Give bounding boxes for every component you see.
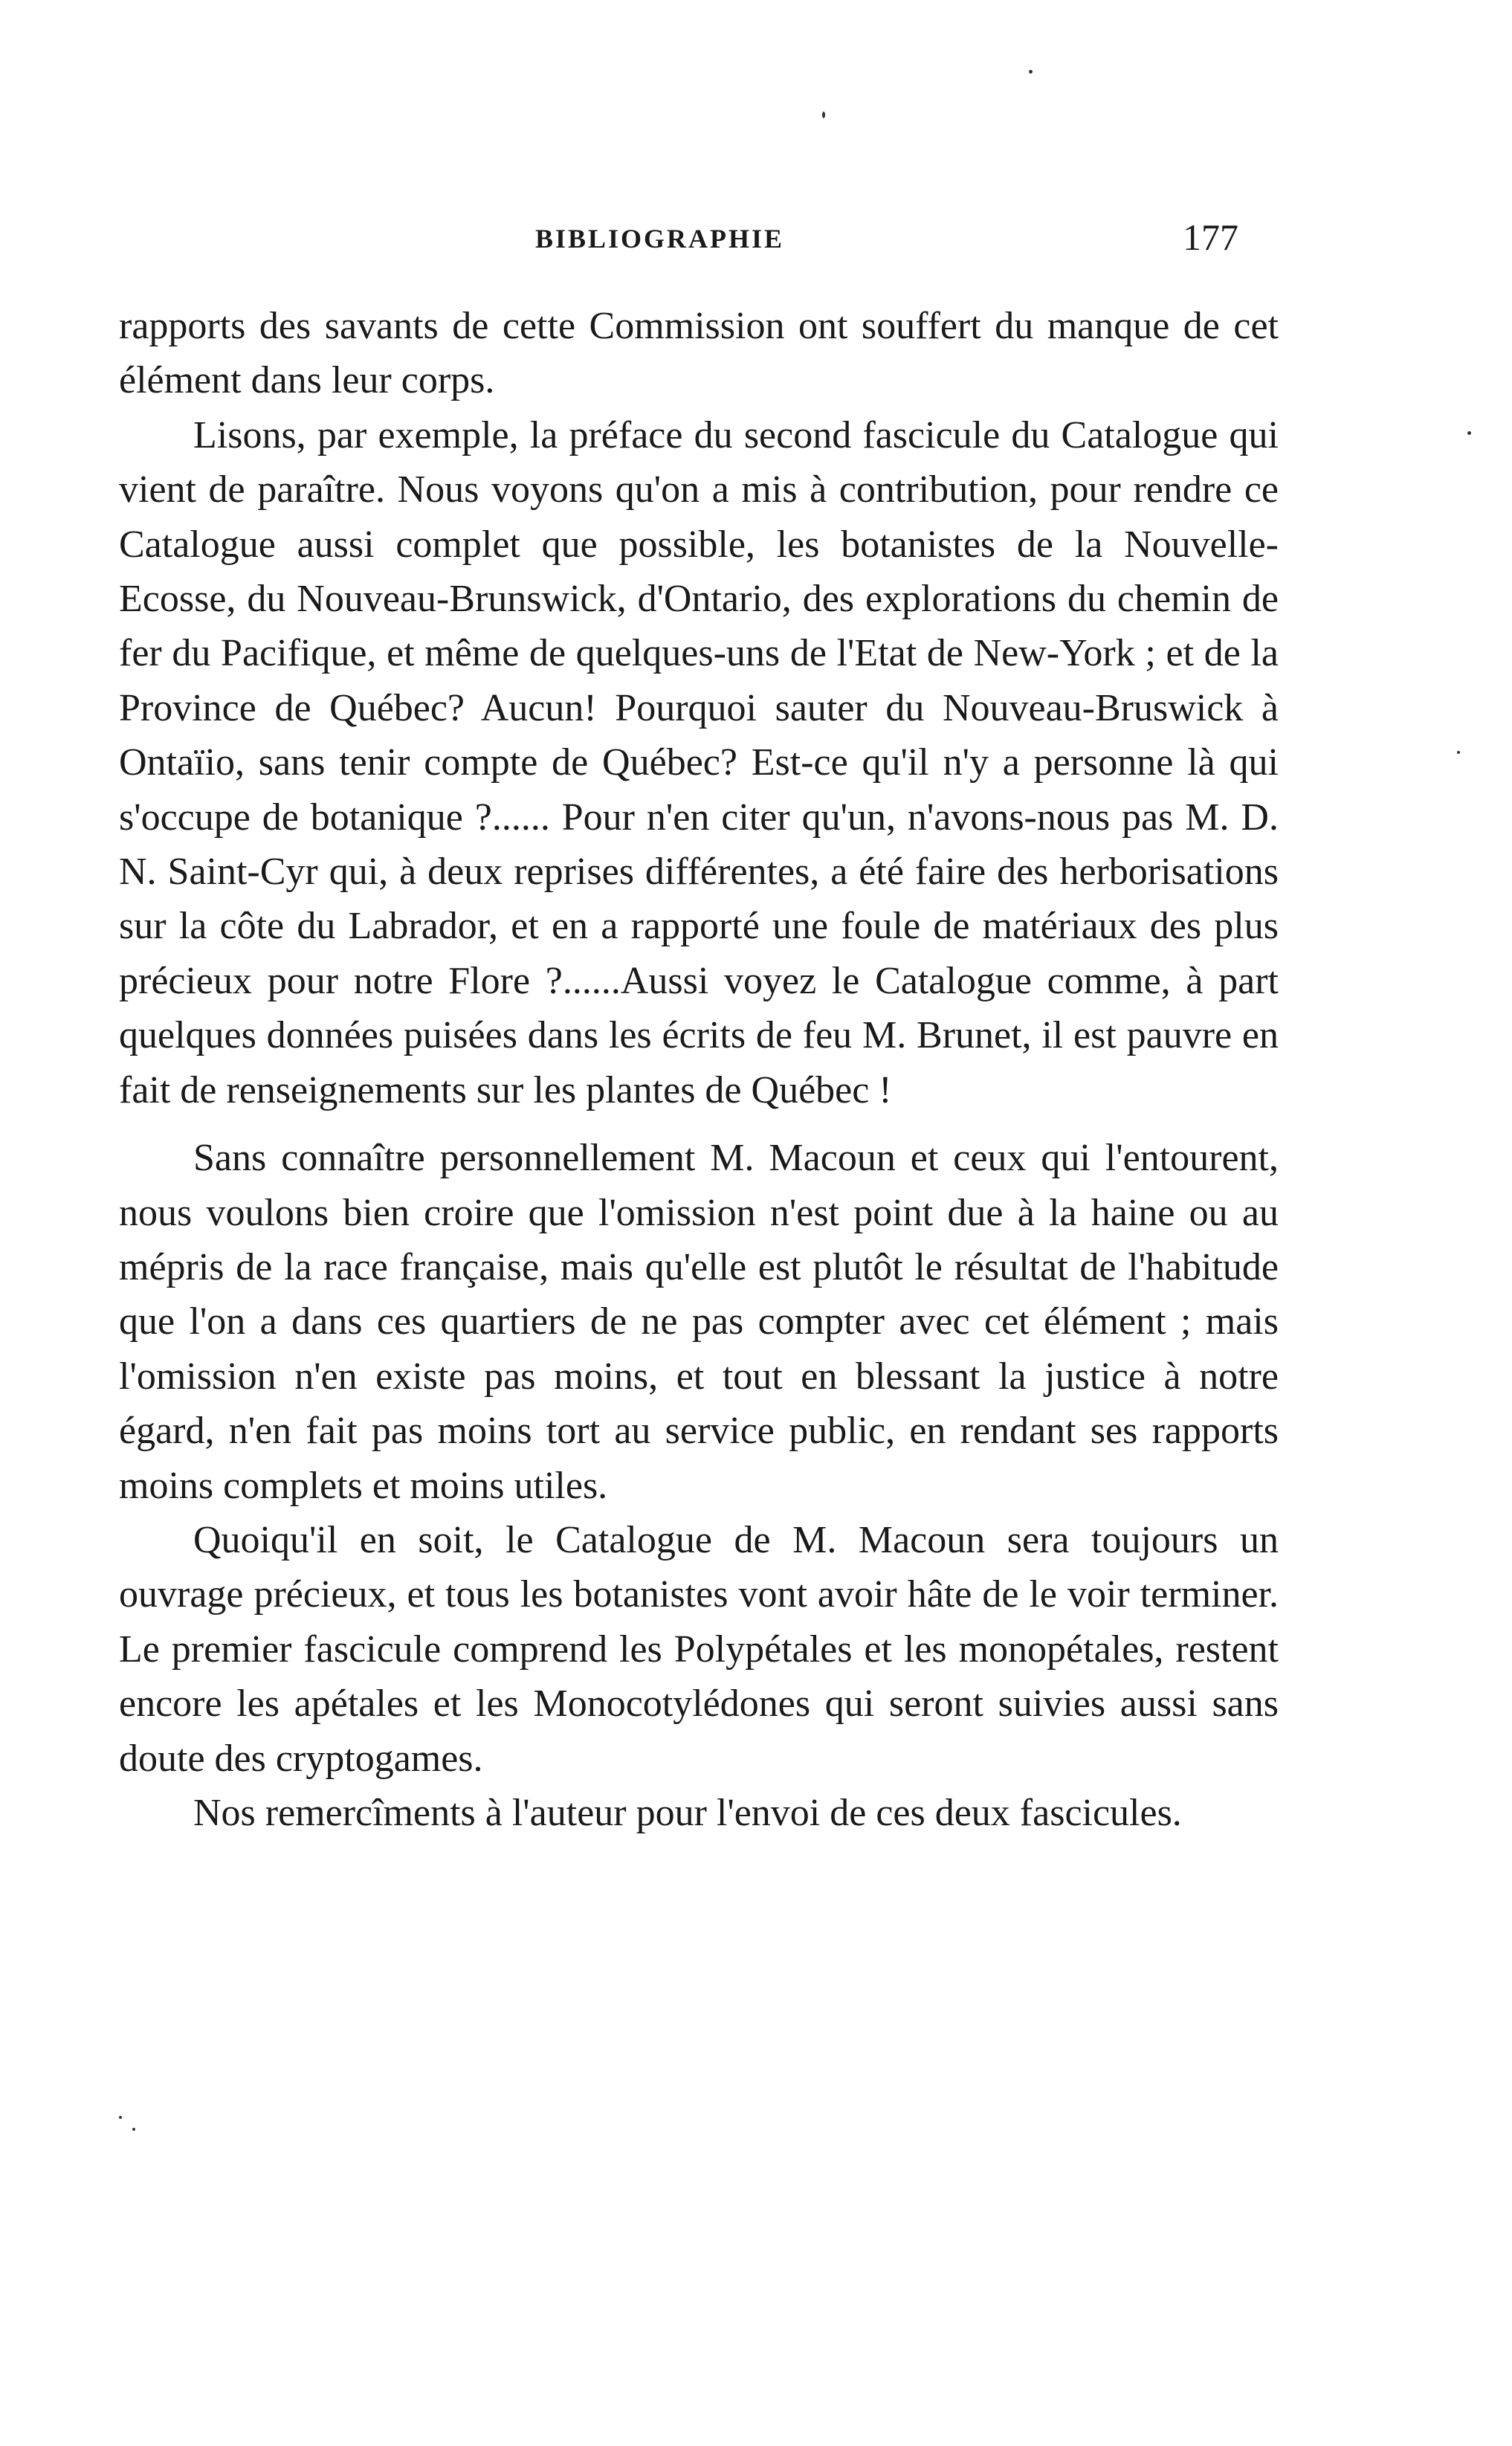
paragraph-catalogue-preface: Lisons, par exemple, la préface du second fascicule du Catalogue qui vient de paraître. Nous voyons qu'on a mis à contribution, pour rendre ce Catalogue aussi complet que possible, les botanistes de la Nouvelle-Ecosse, du Nouveau-Brunswick, d'Ontario, des explorations du chemin de fer du Pacifique, et même de quelques-uns de l'Etat de New-York ; et de la Province de Québec? Aucun! Pourquoi sauter du Nouveau-Bruswick à Ontaïio, sans tenir compte de Québec? Est-ce qu'il n'y a personne là qui s'occupe de botanique ?...... Pour n'en citer qu'un, n'avons-nous pas M. D. N. Saint-Cyr qui, à deux reprises différentes, a été faire des herborisations sur la côte du Labrador, et en a rapporté une foule de matériaux des plus précieux pour notre Flore ?......Aussi voyez le Catalogue comme, à part quelques données puisées dans les écrits de feu M. Brunet, il est pauvre en fait de renseignements sur les plantes de Québec ! [119, 413, 1279, 1111]
paragraph-thanks: Nos remercîments à l'auteur pour l'envoi de ces deux fascicules. [193, 1791, 1182, 1834]
body-text [119, 299, 1279, 1840]
paper-speck [1467, 431, 1471, 435]
paper-speck [119, 2116, 122, 2119]
paragraph-continuation: rapports des savants de cette Commission ont souffert du manque de cet élément dans leur corps. [119, 305, 1279, 402]
paragraph-conclusion: Quoiqu'il en soit, le Catalogue de M. Macoun sera toujours un ouvrage précieux, et tous les botanistes vont avoir hâte de le voir terminer. Le premier fascicule comprend les Polypétales et les monopétales, restent encore les apétales et les Monocotylédones qui seront suivies aussi sans doute des cryptogames. [119, 1518, 1279, 1780]
paper-speck [1029, 70, 1033, 74]
page-number: 177 [1183, 216, 1238, 258]
paragraph-omission: Sans connaître personnellement M. Macoun et ceux qui l'entourent, nous voulons bien croire que l'omission n'est point due à la haine ou au mépris de la race française, mais qu'elle est plutôt le résultat de l'habitude que l'on a dans ces quartiers de ne pas compter avec cet élément ; mais l'omission n'en existe pas moins, et tout en blessant la justice à notre égard, n'en fait pas moins tort au service public, en rendant ses rapports moins complets et moins utiles. [119, 1137, 1279, 1507]
paper-speck [822, 112, 825, 118]
running-head: BIBLIOGRAPHIE [535, 224, 785, 254]
paper-speck [132, 2128, 135, 2131]
paper-speck [1457, 751, 1460, 754]
